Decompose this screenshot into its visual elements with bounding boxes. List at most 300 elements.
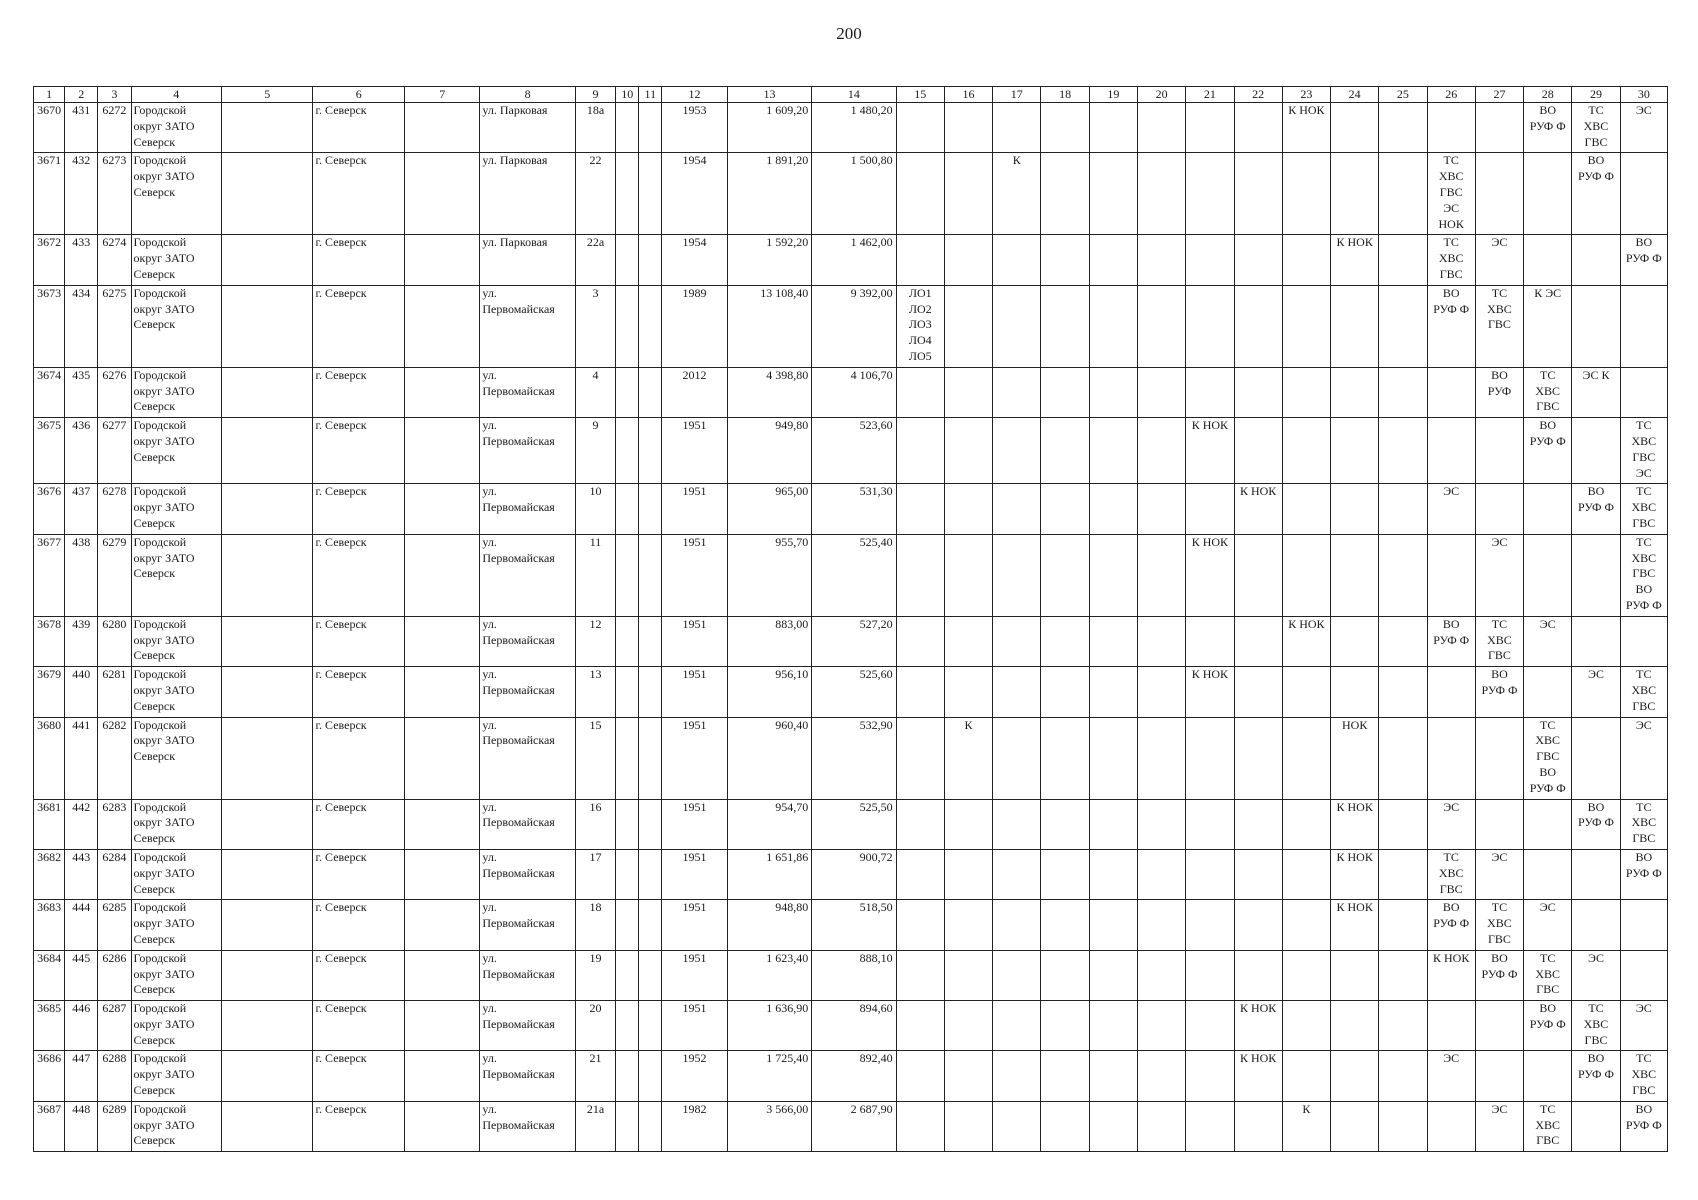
cell-col-25: [1379, 667, 1427, 717]
cell-col-1: 3679: [34, 667, 65, 717]
cell-col-12: 1952: [662, 1051, 727, 1101]
cell-col-26: ВО РУФ Ф: [1427, 900, 1475, 950]
cell-col-25: [1379, 900, 1427, 950]
cell-col-27: ТС ХВС ГВС: [1475, 616, 1523, 666]
cell-col-16: [944, 153, 992, 235]
cell-col-30: ЭС: [1620, 717, 1667, 799]
cell-col-2: 443: [65, 849, 98, 899]
cell-col-21: К НОК: [1186, 667, 1234, 717]
cell-col-7: [404, 717, 479, 799]
cell-col-8: ул. Первомайская: [480, 799, 576, 849]
cell-col-12: 1951: [662, 418, 727, 484]
cell-col-19: [1089, 900, 1137, 950]
cell-col-19: [1089, 285, 1137, 367]
column-header-10: 10: [616, 87, 639, 103]
cell-col-19: [1089, 849, 1137, 899]
column-header-18: 18: [1041, 87, 1089, 103]
cell-col-30: [1620, 367, 1667, 417]
cell-col-2: 440: [65, 667, 98, 717]
cell-col-7: [404, 534, 479, 616]
cell-col-5: [221, 667, 313, 717]
cell-col-21: [1186, 849, 1234, 899]
cell-col-23: [1282, 950, 1330, 1000]
column-header-3: 3: [98, 87, 131, 103]
cell-col-8: ул. Первомайская: [480, 534, 576, 616]
cell-col-25: [1379, 799, 1427, 849]
cell-col-24: К НОК: [1331, 235, 1379, 285]
cell-col-25: [1379, 418, 1427, 484]
cell-col-13: 883,00: [727, 616, 811, 666]
cell-col-24: [1331, 1101, 1379, 1151]
cell-col-24: [1331, 534, 1379, 616]
cell-col-21: [1186, 367, 1234, 417]
cell-col-1: 3682: [34, 849, 65, 899]
cell-col-28: ВО РУФ Ф: [1524, 418, 1572, 484]
cell-col-10: [616, 103, 639, 153]
cell-col-22: [1234, 717, 1282, 799]
cell-col-27: [1475, 153, 1523, 235]
cell-col-28: ВО РУФ Ф: [1524, 103, 1572, 153]
cell-col-4: Городской округ ЗАТО Северск: [131, 418, 221, 484]
cell-col-3: 6283: [98, 799, 131, 849]
cell-col-5: [221, 1001, 313, 1051]
cell-col-10: [616, 1101, 639, 1151]
cell-col-15: [896, 849, 944, 899]
cell-col-22: [1234, 616, 1282, 666]
cell-col-22: [1234, 534, 1282, 616]
cell-col-28: [1524, 235, 1572, 285]
cell-col-2: 442: [65, 799, 98, 849]
cell-col-5: [221, 418, 313, 484]
column-header-29: 29: [1572, 87, 1620, 103]
cell-col-4: Городской округ ЗАТО Северск: [131, 285, 221, 367]
cell-col-10: [616, 799, 639, 849]
cell-col-28: [1524, 799, 1572, 849]
cell-col-7: [404, 616, 479, 666]
cell-col-14: 1 480,20: [812, 103, 896, 153]
cell-col-15: [896, 418, 944, 484]
cell-col-12: 1951: [662, 717, 727, 799]
table-row: [34, 1001, 1668, 1051]
cell-col-30: ТС ХВС ГВС: [1620, 799, 1667, 849]
cell-col-11: [639, 1101, 662, 1151]
cell-col-5: [221, 799, 313, 849]
cell-col-1: 3678: [34, 616, 65, 666]
cell-col-27: ВО РУФ: [1475, 367, 1523, 417]
cell-col-3: 6278: [98, 484, 131, 534]
table-row: [34, 900, 1668, 950]
cell-col-22: [1234, 900, 1282, 950]
cell-col-20: [1137, 667, 1185, 717]
cell-col-19: [1089, 717, 1137, 799]
cell-col-1: 3685: [34, 1001, 65, 1051]
cell-col-4: Городской округ ЗАТО Северск: [131, 235, 221, 285]
cell-col-6: г. Северск: [313, 900, 405, 950]
cell-col-7: [404, 900, 479, 950]
cell-col-1: 3686: [34, 1051, 65, 1101]
cell-col-23: К НОК: [1282, 103, 1330, 153]
cell-col-3: 6280: [98, 616, 131, 666]
cell-col-28: ТС ХВС ГВС: [1524, 367, 1572, 417]
cell-col-10: [616, 235, 639, 285]
table-row: [34, 103, 1668, 153]
cell-col-16: [944, 103, 992, 153]
cell-col-25: [1379, 103, 1427, 153]
cell-col-3: 6277: [98, 418, 131, 484]
cell-col-22: [1234, 103, 1282, 153]
cell-col-16: [944, 285, 992, 367]
cell-col-1: 3670: [34, 103, 65, 153]
cell-col-6: г. Северск: [313, 235, 405, 285]
cell-col-27: [1475, 103, 1523, 153]
cell-col-25: [1379, 235, 1427, 285]
cell-col-24: [1331, 367, 1379, 417]
column-header-21: 21: [1186, 87, 1234, 103]
cell-col-2: 437: [65, 484, 98, 534]
cell-col-9: 13: [575, 667, 615, 717]
cell-col-2: 433: [65, 235, 98, 285]
cell-col-10: [616, 849, 639, 899]
cell-col-30: [1620, 285, 1667, 367]
cell-col-17: [993, 367, 1041, 417]
cell-col-8: ул. Первомайская: [480, 616, 576, 666]
cell-col-8: ул. Первомайская: [480, 717, 576, 799]
cell-col-21: [1186, 799, 1234, 849]
cell-col-27: [1475, 1051, 1523, 1101]
cell-col-18: [1041, 717, 1089, 799]
cell-col-14: 525,40: [812, 534, 896, 616]
cell-col-21: [1186, 717, 1234, 799]
cell-col-7: [404, 1001, 479, 1051]
cell-col-8: ул. Парковая: [480, 235, 576, 285]
cell-col-18: [1041, 103, 1089, 153]
cell-col-15: [896, 616, 944, 666]
cell-col-15: [896, 153, 944, 235]
cell-col-6: г. Северск: [313, 103, 405, 153]
cell-col-1: 3675: [34, 418, 65, 484]
cell-col-18: [1041, 799, 1089, 849]
cell-col-20: [1137, 799, 1185, 849]
cell-col-24: НОК: [1331, 717, 1379, 799]
cell-col-14: 525,50: [812, 799, 896, 849]
cell-col-2: 448: [65, 1101, 98, 1151]
cell-col-27: [1475, 717, 1523, 799]
cell-col-3: 6289: [98, 1101, 131, 1151]
cell-col-25: [1379, 484, 1427, 534]
cell-col-28: [1524, 534, 1572, 616]
cell-col-9: 22а: [575, 235, 615, 285]
cell-col-30: ТС ХВС ГВС: [1620, 1051, 1667, 1101]
cell-col-10: [616, 900, 639, 950]
housing-register-table: [33, 86, 1668, 1152]
cell-col-2: 432: [65, 153, 98, 235]
cell-col-3: 6276: [98, 367, 131, 417]
cell-col-24: [1331, 285, 1379, 367]
cell-col-5: [221, 950, 313, 1000]
cell-col-18: [1041, 616, 1089, 666]
cell-col-5: [221, 367, 313, 417]
cell-col-7: [404, 235, 479, 285]
cell-col-27: [1475, 484, 1523, 534]
cell-col-4: Городской округ ЗАТО Северск: [131, 367, 221, 417]
column-header-2: 2: [65, 87, 98, 103]
cell-col-6: г. Северск: [313, 667, 405, 717]
cell-col-18: [1041, 153, 1089, 235]
cell-col-19: [1089, 153, 1137, 235]
table-row: [34, 1051, 1668, 1101]
cell-col-21: [1186, 950, 1234, 1000]
table-row: [34, 484, 1668, 534]
cell-col-23: [1282, 285, 1330, 367]
cell-col-26: [1427, 1101, 1475, 1151]
cell-col-17: [993, 1001, 1041, 1051]
cell-col-13: 1 651,86: [727, 849, 811, 899]
cell-col-23: [1282, 534, 1330, 616]
cell-col-30: ЭС: [1620, 103, 1667, 153]
column-header-13: 13: [727, 87, 811, 103]
cell-col-17: [993, 849, 1041, 899]
cell-col-26: ВО РУФ Ф: [1427, 285, 1475, 367]
cell-col-1: 3674: [34, 367, 65, 417]
cell-col-16: [944, 534, 992, 616]
cell-col-9: 16: [575, 799, 615, 849]
cell-col-13: 949,80: [727, 418, 811, 484]
cell-col-22: [1234, 418, 1282, 484]
cell-col-4: Городской округ ЗАТО Северск: [131, 616, 221, 666]
cell-col-23: [1282, 717, 1330, 799]
cell-col-5: [221, 849, 313, 899]
cell-col-17: К: [993, 153, 1041, 235]
cell-col-11: [639, 153, 662, 235]
cell-col-5: [221, 235, 313, 285]
cell-col-21: [1186, 900, 1234, 950]
cell-col-2: 435: [65, 367, 98, 417]
cell-col-10: [616, 367, 639, 417]
cell-col-17: [993, 285, 1041, 367]
cell-col-7: [404, 799, 479, 849]
cell-col-23: [1282, 799, 1330, 849]
cell-col-11: [639, 418, 662, 484]
cell-col-16: [944, 1101, 992, 1151]
cell-col-1: 3676: [34, 484, 65, 534]
cell-col-19: [1089, 103, 1137, 153]
cell-col-20: [1137, 103, 1185, 153]
cell-col-14: 1 462,00: [812, 235, 896, 285]
cell-col-8: ул. Парковая: [480, 103, 576, 153]
cell-col-11: [639, 285, 662, 367]
cell-col-17: [993, 103, 1041, 153]
cell-col-9: 12: [575, 616, 615, 666]
cell-col-23: [1282, 849, 1330, 899]
cell-col-7: [404, 950, 479, 1000]
cell-col-29: [1572, 418, 1620, 484]
cell-col-12: 1989: [662, 285, 727, 367]
page-number: 200: [836, 24, 862, 43]
cell-col-23: [1282, 1051, 1330, 1101]
cell-col-26: ТС ХВС ГВС: [1427, 235, 1475, 285]
cell-col-26: ЭС: [1427, 799, 1475, 849]
cell-col-16: [944, 616, 992, 666]
cell-col-24: К НОК: [1331, 900, 1379, 950]
cell-col-8: ул. Первомайская: [480, 849, 576, 899]
cell-col-14: 532,90: [812, 717, 896, 799]
cell-col-9: 19: [575, 950, 615, 1000]
cell-col-29: [1572, 285, 1620, 367]
cell-col-18: [1041, 950, 1089, 1000]
cell-col-18: [1041, 367, 1089, 417]
cell-col-24: К НОК: [1331, 849, 1379, 899]
cell-col-6: г. Северск: [313, 849, 405, 899]
cell-col-17: [993, 534, 1041, 616]
cell-col-21: [1186, 285, 1234, 367]
table-row: [34, 367, 1668, 417]
cell-col-24: [1331, 1001, 1379, 1051]
cell-col-12: 1951: [662, 534, 727, 616]
cell-col-22: К НОК: [1234, 484, 1282, 534]
table-row: [34, 153, 1668, 235]
cell-col-24: [1331, 1051, 1379, 1101]
cell-col-13: 955,70: [727, 534, 811, 616]
cell-col-18: [1041, 900, 1089, 950]
cell-col-14: 892,40: [812, 1051, 896, 1101]
cell-col-28: [1524, 153, 1572, 235]
cell-col-30: ВО РУФ Ф: [1620, 1101, 1667, 1151]
cell-col-3: 6286: [98, 950, 131, 1000]
column-header-5: 5: [221, 87, 313, 103]
cell-col-14: 525,60: [812, 667, 896, 717]
cell-col-19: [1089, 1001, 1137, 1051]
cell-col-4: Городской округ ЗАТО Северск: [131, 103, 221, 153]
cell-col-2: 446: [65, 1001, 98, 1051]
cell-col-19: [1089, 950, 1137, 1000]
cell-col-3: 6273: [98, 153, 131, 235]
cell-col-27: ТС ХВС ГВС: [1475, 285, 1523, 367]
cell-col-18: [1041, 534, 1089, 616]
cell-col-6: г. Северск: [313, 717, 405, 799]
cell-col-13: 1 891,20: [727, 153, 811, 235]
cell-col-18: [1041, 484, 1089, 534]
cell-col-26: К НОК: [1427, 950, 1475, 1000]
column-header-1: 1: [34, 87, 65, 103]
cell-col-12: 1982: [662, 1101, 727, 1151]
cell-col-7: [404, 153, 479, 235]
cell-col-12: 1954: [662, 153, 727, 235]
column-header-12: 12: [662, 87, 727, 103]
cell-col-21: [1186, 235, 1234, 285]
cell-col-14: 900,72: [812, 849, 896, 899]
cell-col-13: 965,00: [727, 484, 811, 534]
cell-col-15: [896, 1051, 944, 1101]
cell-col-18: [1041, 667, 1089, 717]
cell-col-20: [1137, 153, 1185, 235]
column-header-23: 23: [1282, 87, 1330, 103]
cell-col-25: [1379, 849, 1427, 899]
column-header-9: 9: [575, 87, 615, 103]
cell-col-10: [616, 950, 639, 1000]
cell-col-10: [616, 484, 639, 534]
cell-col-22: [1234, 367, 1282, 417]
cell-col-11: [639, 799, 662, 849]
cell-col-27: ЭС: [1475, 235, 1523, 285]
cell-col-24: [1331, 950, 1379, 1000]
cell-col-16: [944, 1051, 992, 1101]
column-header-19: 19: [1089, 87, 1137, 103]
table-row: [34, 418, 1668, 484]
cell-col-20: [1137, 235, 1185, 285]
cell-col-13: 1 636,90: [727, 1001, 811, 1051]
cell-col-30: ТС ХВС ГВС ЭС: [1620, 418, 1667, 484]
cell-col-23: [1282, 153, 1330, 235]
cell-col-9: 4: [575, 367, 615, 417]
column-header-6: 6: [313, 87, 405, 103]
cell-col-9: 15: [575, 717, 615, 799]
cell-col-13: 956,10: [727, 667, 811, 717]
cell-col-10: [616, 153, 639, 235]
cell-col-9: 11: [575, 534, 615, 616]
cell-col-8: ул. Парковая: [480, 153, 576, 235]
cell-col-5: [221, 484, 313, 534]
cell-col-10: [616, 534, 639, 616]
cell-col-16: [944, 667, 992, 717]
cell-col-29: ЭС: [1572, 667, 1620, 717]
cell-col-3: 6281: [98, 667, 131, 717]
cell-col-27: ЭС: [1475, 534, 1523, 616]
cell-col-11: [639, 900, 662, 950]
cell-col-28: [1524, 667, 1572, 717]
cell-col-20: [1137, 484, 1185, 534]
cell-col-26: ЭС: [1427, 1051, 1475, 1101]
cell-col-15: [896, 1001, 944, 1051]
cell-col-18: [1041, 1051, 1089, 1101]
cell-col-1: 3680: [34, 717, 65, 799]
cell-col-20: [1137, 1101, 1185, 1151]
cell-col-10: [616, 285, 639, 367]
table-row: [34, 534, 1668, 616]
cell-col-15: [896, 900, 944, 950]
cell-col-28: ТС ХВС ГВС ВО РУФ Ф: [1524, 717, 1572, 799]
cell-col-15: [896, 717, 944, 799]
cell-col-30: ТС ХВС ГВС: [1620, 667, 1667, 717]
cell-col-6: г. Северск: [313, 799, 405, 849]
cell-col-3: 6282: [98, 717, 131, 799]
cell-col-21: [1186, 484, 1234, 534]
cell-col-7: [404, 1101, 479, 1151]
cell-col-22: К НОК: [1234, 1051, 1282, 1101]
cell-col-11: [639, 849, 662, 899]
cell-col-25: [1379, 1051, 1427, 1101]
cell-col-14: 523,60: [812, 418, 896, 484]
cell-col-12: 1951: [662, 616, 727, 666]
cell-col-17: [993, 799, 1041, 849]
cell-col-16: [944, 235, 992, 285]
cell-col-25: [1379, 534, 1427, 616]
cell-col-20: [1137, 1001, 1185, 1051]
cell-col-11: [639, 103, 662, 153]
cell-col-8: ул. Первомайская: [480, 367, 576, 417]
cell-col-28: [1524, 849, 1572, 899]
column-header-17: 17: [993, 87, 1041, 103]
cell-col-23: [1282, 367, 1330, 417]
cell-col-13: 1 592,20: [727, 235, 811, 285]
cell-col-25: [1379, 1001, 1427, 1051]
cell-col-29: ТС ХВС ГВС: [1572, 1001, 1620, 1051]
cell-col-7: [404, 103, 479, 153]
cell-col-14: 518,50: [812, 900, 896, 950]
cell-col-7: [404, 285, 479, 367]
cell-col-30: ТС ХВС ГВС: [1620, 484, 1667, 534]
cell-col-14: 4 106,70: [812, 367, 896, 417]
cell-col-6: г. Северск: [313, 1001, 405, 1051]
